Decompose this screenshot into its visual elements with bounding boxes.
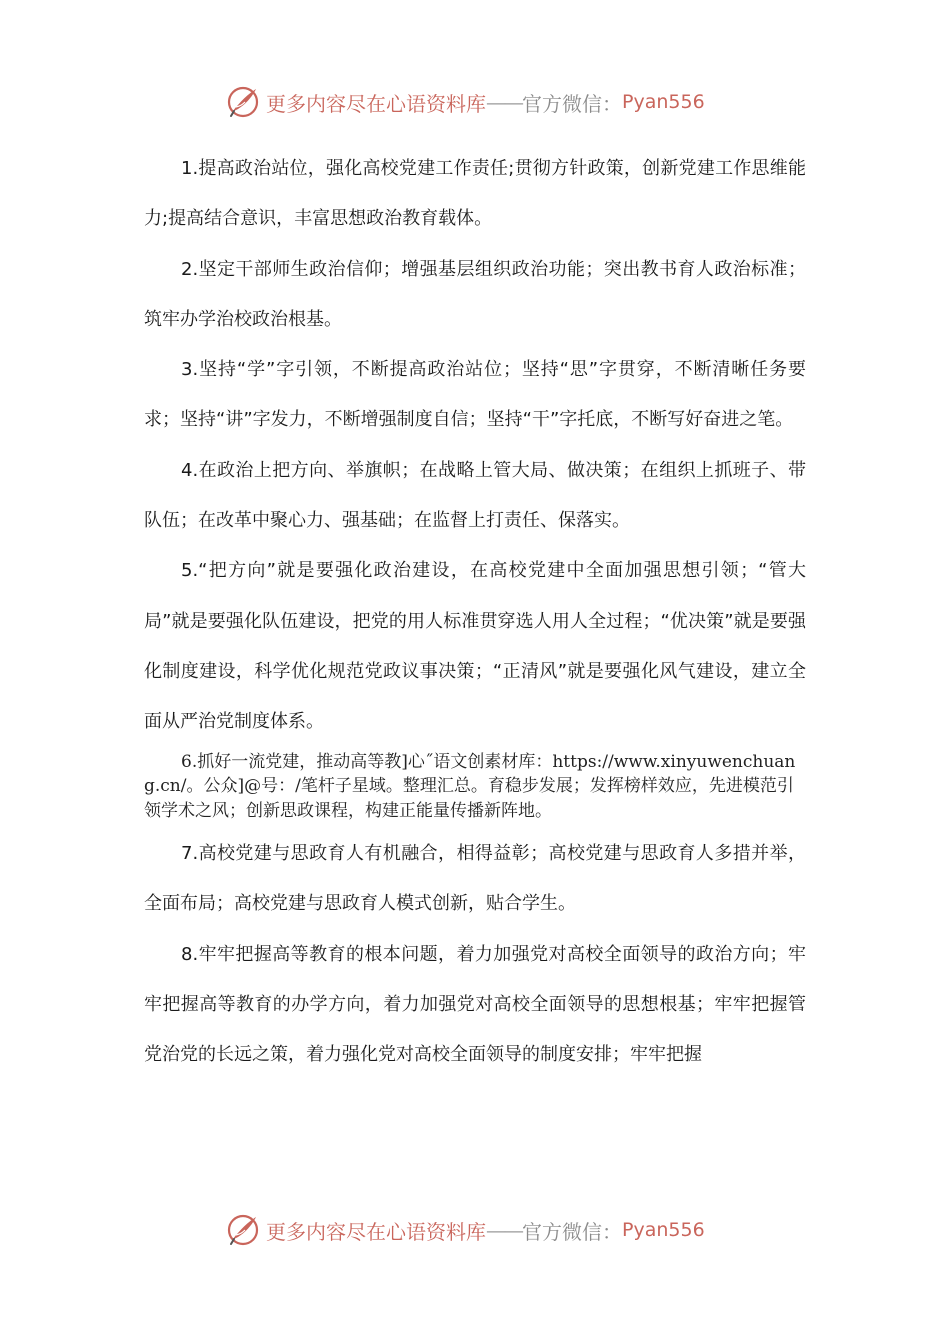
paragraph-7: 7.高校党建与思政育人有机融合，相得益彰；高校党建与思政育人多措并举，全面布局；高校党建与思政育人模式创新，贴合学生。	[144, 843, 806, 915]
paragraph-4: 4.在政治上把方向、举旗帜；在战略上管大局、做决策；在组织上抓班子、带队伍；在改革中聚心力、强基础；在监督上打责任、保落实。	[144, 459, 806, 532]
banner-wechat-id: Pyan556	[622, 1219, 705, 1241]
banner-main-text: 更多内容尽在心语资料库	[266, 1219, 486, 1244]
paragraph-5: 5.“把方向”就是要强化政治建设，在高校党建中全面加强思想引领；“管大局”就是要强化队伍建设，把党的用人标准贯穿选人用人全过程；“优决策”就是要强化制度建设，科学优化规范党政议事决策；“正清风”就是要强化风气建设，建立全面从严治党制度体系。	[144, 560, 806, 733]
paragraph-3: 3.坚持“学”字引领，不断提高政治站位；坚持“思”字贯穿，不断清晰任务要求；坚持“讲”字发力，不断增强制度自信；坚持“干”字托底，不断写好奋进之笔。	[144, 359, 806, 431]
footer-watermark-banner	[226, 1210, 746, 1250]
document-body	[144, 144, 806, 1081]
banner-dash: ——	[486, 1218, 522, 1242]
banner-main-text: 更多内容尽在心语资料库	[266, 91, 486, 116]
quill-pen-logo-icon	[226, 85, 260, 119]
paragraph-8: 8.牢牢把握高等教育的根本问题，着力加强党对高校全面领导的政治方向；牢牢把握高等教育的办学方向，着力加强党对高校全面领导的思想根基；牢牢把握管党治党的长远之策，着力强化党对高校全面领导的制度安排；牢牢把握	[144, 943, 806, 1066]
banner-sub-text: 官方微信：	[522, 1219, 622, 1244]
banner-sub-text: 官方微信：	[522, 91, 622, 116]
paragraph-6: 6.抓好一流党建，推动高等教]心˝语文创素材库：https://www.xinyuwenchuang.cn/。公众]@号：/笔杆子星域。整理汇总。育稳步发展；发挥榜样效应，先进模范引领学术之风；创新思政课程，构建正能量传播新阵地。	[144, 751, 796, 821]
quill-pen-logo-icon	[226, 1213, 260, 1247]
paragraph-2: 2.坚定干部师生政治信仰；增强基层组织政治功能；突出教书育人政治标准；筑牢办学治校政治根基。	[144, 258, 806, 330]
banner-wechat-id: Pyan556	[622, 91, 705, 113]
paragraph-1: 1.提高政治站位，强化高校党建工作责任;贯彻方针政策，创新党建工作思维能力;提高结合意识，丰富思想政治教育载体。	[144, 158, 806, 230]
header-watermark-banner	[226, 82, 746, 122]
banner-dash: ——	[486, 90, 522, 114]
